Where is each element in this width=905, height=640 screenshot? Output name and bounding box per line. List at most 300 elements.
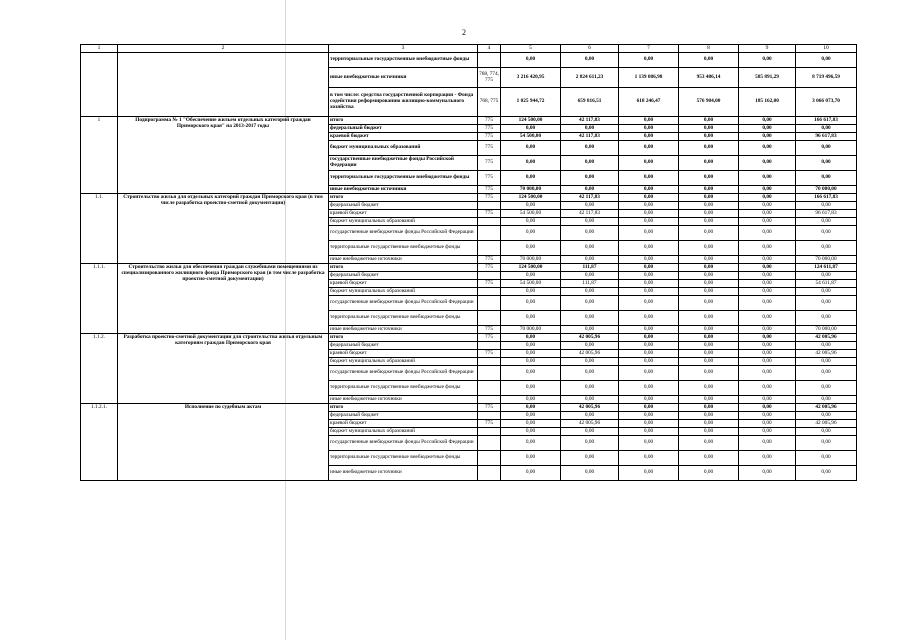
amount-cell: 953 486,14	[679, 68, 739, 88]
amount-cell: 0,00	[501, 156, 561, 171]
amount-cell: 0,00	[501, 296, 561, 311]
page-number: 2	[462, 28, 466, 37]
budget-code-cell	[478, 272, 501, 280]
amount-cell: 54 500,00	[501, 133, 561, 141]
funding-source-cell: краевой бюджет	[329, 133, 478, 141]
funding-source-cell: иные внебюджетные источники	[329, 396, 478, 404]
amount-cell: 0,00	[796, 342, 857, 350]
amount-cell: 0,00	[679, 404, 739, 412]
amount-cell: 0,00	[561, 156, 619, 171]
amount-cell: 0,00	[739, 288, 796, 296]
amount-cell: 0,00	[679, 117, 739, 125]
funding-source-cell: государственные внебюджетные фонды Российской Федерации	[329, 156, 478, 171]
amount-cell: 0,00	[619, 125, 679, 133]
amount-cell: 42 005,96	[796, 404, 857, 412]
budget-code-cell	[478, 53, 501, 68]
budget-code-cell: 775	[478, 194, 501, 202]
funding-source-cell: федеральный бюджет	[329, 125, 478, 133]
amount-cell: 124 500,00	[501, 117, 561, 125]
funding-source-cell: бюджет муниципальных образований	[329, 288, 478, 296]
item-index-cell: 1	[81, 117, 118, 194]
amount-cell: 42 005,96	[561, 350, 619, 358]
budget-code-cell	[478, 412, 501, 420]
funding-source-cell: итого	[329, 264, 478, 272]
item-name-cell: Строительство жилья для отдельных категорий граждан Приморского края (в том числе разработка проектно-сметной документации)	[118, 194, 329, 264]
column-number-cell: 3	[329, 45, 478, 53]
budget-table	[80, 44, 857, 481]
amount-cell: 585 891,29	[739, 68, 796, 88]
budget-code-cell	[478, 428, 501, 436]
table-row	[81, 404, 857, 412]
amount-cell: 70 000,00	[501, 326, 561, 334]
amount-cell: 0,00	[619, 404, 679, 412]
amount-cell: 0,00	[796, 156, 857, 171]
table-row	[81, 194, 857, 202]
amount-cell: 0,00	[739, 202, 796, 210]
amount-cell: 0,00	[619, 156, 679, 171]
amount-cell: 0,00	[739, 296, 796, 311]
item-index-cell: 1.1.	[81, 194, 118, 264]
amount-cell: 0,00	[501, 125, 561, 133]
amount-cell: 185 162,00	[739, 88, 796, 117]
funding-source-cell: территориальные государственные внебюджетные фонды	[329, 311, 478, 326]
budget-code-cell	[478, 311, 501, 326]
amount-cell: 0,00	[501, 396, 561, 404]
funding-source-cell: итого	[329, 404, 478, 412]
column-number-cell: 7	[619, 45, 679, 53]
funding-source-cell: территориальные государственные внебюджетные фонды	[329, 241, 478, 256]
budget-code-cell: 775	[478, 334, 501, 342]
amount-cell: 0,00	[796, 296, 857, 311]
amount-cell: 0,00	[501, 350, 561, 358]
amount-cell: 0,00	[679, 366, 739, 381]
amount-cell: 0,00	[501, 366, 561, 381]
amount-cell: 2 824 611,23	[561, 68, 619, 88]
amount-cell: 0,00	[739, 210, 796, 218]
amount-cell: 0,00	[796, 311, 857, 326]
amount-cell: 0,00	[619, 358, 679, 366]
funding-source-cell: иные внебюджетные источники	[329, 256, 478, 264]
amount-cell: 0,00	[796, 396, 857, 404]
amount-cell: 0,00	[561, 171, 619, 186]
amount-cell: 0,00	[619, 466, 679, 481]
budget-code-cell: 775	[478, 280, 501, 288]
budget-code-cell: 775	[478, 156, 501, 171]
funding-source-cell: федеральный бюджет	[329, 272, 478, 280]
amount-cell: 54 500,00	[501, 210, 561, 218]
amount-cell: 0,00	[679, 358, 739, 366]
amount-cell: 0,00	[739, 358, 796, 366]
funding-source-cell: иные внебюджетные источники	[329, 326, 478, 334]
amount-cell: 0,00	[561, 311, 619, 326]
amount-cell: 0,00	[739, 226, 796, 241]
amount-cell: 0,00	[619, 218, 679, 226]
amount-cell: 0,00	[501, 53, 561, 68]
amount-cell: 0,00	[739, 156, 796, 171]
amount-cell: 1 139 086,98	[619, 68, 679, 88]
amount-cell: 0,00	[739, 218, 796, 226]
budget-code-cell	[478, 226, 501, 241]
funding-source-cell: федеральный бюджет	[329, 342, 478, 350]
amount-cell: 0,00	[679, 171, 739, 186]
budget-code-cell: 775	[478, 133, 501, 141]
amount-cell: 0,00	[619, 117, 679, 125]
budget-code-cell: 775	[478, 264, 501, 272]
amount-cell: 42 117,83	[561, 194, 619, 202]
amount-cell: 0,00	[561, 358, 619, 366]
amount-cell: 0,00	[739, 256, 796, 264]
funding-source-cell: иные внебюджетные источники	[329, 186, 478, 194]
budget-code-cell	[478, 366, 501, 381]
budget-code-cell	[478, 342, 501, 350]
amount-cell: 0,00	[796, 451, 857, 466]
amount-cell: 0,00	[501, 428, 561, 436]
funding-source-cell: государственные внебюджетные фонды Российской Федерации	[329, 366, 478, 381]
budget-code-cell: 768, 774, 775	[478, 68, 501, 88]
column-number-row	[81, 45, 857, 53]
amount-cell: 0,00	[501, 436, 561, 451]
amount-cell: 0,00	[739, 466, 796, 481]
funding-source-cell: итого	[329, 117, 478, 125]
funding-source-cell: иные внебюджетные источники	[329, 68, 478, 88]
column-number-cell: 6	[561, 45, 619, 53]
amount-cell: 0,00	[501, 466, 561, 481]
amount-cell: 0,00	[739, 53, 796, 68]
amount-cell: 0,00	[739, 428, 796, 436]
amount-cell: 42 005,96	[561, 420, 619, 428]
amount-cell: 70 000,00	[501, 256, 561, 264]
amount-cell: 0,00	[501, 342, 561, 350]
amount-cell: 0,00	[561, 366, 619, 381]
amount-cell: 0,00	[561, 342, 619, 350]
funding-source-cell: краевой бюджет	[329, 210, 478, 218]
amount-cell: 0,00	[501, 272, 561, 280]
amount-cell: 0,00	[739, 272, 796, 280]
amount-cell: 0,00	[561, 296, 619, 311]
budget-code-cell: 775	[478, 350, 501, 358]
amount-cell: 96 617,83	[796, 210, 857, 218]
budget-code-cell	[478, 466, 501, 481]
amount-cell: 0,00	[619, 272, 679, 280]
budget-code-cell	[478, 358, 501, 366]
amount-cell: 0,00	[619, 326, 679, 334]
amount-cell: 576 904,00	[679, 88, 739, 117]
amount-cell: 0,00	[679, 264, 739, 272]
item-index-cell: 1.1.2.1.	[81, 404, 118, 481]
amount-cell: 0,00	[796, 202, 857, 210]
budget-code-cell: 775	[478, 186, 501, 194]
funding-source-cell: бюджет муниципальных образований	[329, 141, 478, 156]
budget-code-cell: 775	[478, 117, 501, 125]
amount-cell: 0,00	[739, 125, 796, 133]
amount-cell: 0,00	[679, 156, 739, 171]
amount-cell: 0,00	[561, 412, 619, 420]
funding-source-cell: государственные внебюджетные фонды Российской Федерации	[329, 226, 478, 241]
amount-cell: 0,00	[561, 218, 619, 226]
amount-cell: 0,00	[561, 288, 619, 296]
amount-cell: 0,00	[739, 311, 796, 326]
amount-cell: 0,00	[796, 241, 857, 256]
amount-cell: 0,00	[739, 141, 796, 156]
amount-cell: 0,00	[739, 334, 796, 342]
amount-cell: 0,00	[796, 226, 857, 241]
column-number-cell: 8	[679, 45, 739, 53]
budget-code-cell: 775	[478, 404, 501, 412]
budget-code-cell: 775	[478, 171, 501, 186]
amount-cell: 124 500,00	[501, 194, 561, 202]
amount-cell: 0,00	[679, 311, 739, 326]
funding-source-cell: федеральный бюджет	[329, 412, 478, 420]
amount-cell: 124 611,87	[796, 264, 857, 272]
amount-cell: 0,00	[739, 186, 796, 194]
amount-cell: 0,00	[501, 420, 561, 428]
amount-cell: 0,00	[679, 241, 739, 256]
amount-cell: 70 000,00	[501, 186, 561, 194]
funding-source-cell: федеральный бюджет	[329, 202, 478, 210]
amount-cell: 0,00	[739, 326, 796, 334]
budget-table-body	[81, 45, 857, 481]
amount-cell: 0,00	[796, 218, 857, 226]
amount-cell: 0,00	[796, 141, 857, 156]
amount-cell: 0,00	[796, 466, 857, 481]
amount-cell: 0,00	[796, 53, 857, 68]
amount-cell: 0,00	[796, 171, 857, 186]
budget-code-cell	[478, 451, 501, 466]
budget-code-cell: 775	[478, 141, 501, 156]
item-name-cell: Разработка проектно-сметной документации для строительства жилья отдельным категориям граждан Приморского края	[118, 334, 329, 404]
amount-cell: 0,00	[619, 420, 679, 428]
amount-cell: 0,00	[501, 288, 561, 296]
funding-source-cell: бюджет муниципальных образований	[329, 218, 478, 226]
item-name-cell	[118, 53, 329, 117]
amount-cell: 0,00	[619, 396, 679, 404]
funding-source-cell: территориальные государственные внебюджетные фонды	[329, 381, 478, 396]
amount-cell: 0,00	[619, 366, 679, 381]
amount-cell: 42 005,96	[796, 350, 857, 358]
amount-cell: 0,00	[739, 436, 796, 451]
amount-cell: 0,00	[619, 381, 679, 396]
amount-cell: 0,00	[619, 53, 679, 68]
amount-cell: 0,00	[619, 264, 679, 272]
amount-cell: 0,00	[561, 396, 619, 404]
budget-code-cell: 775	[478, 256, 501, 264]
amount-cell: 0,00	[561, 436, 619, 451]
budget-code-cell: 775	[478, 420, 501, 428]
amount-cell: 0,00	[679, 202, 739, 210]
funding-source-cell: территориальные государственные внебюджетные фонды	[329, 53, 478, 68]
table-row	[81, 117, 857, 125]
amount-cell: 0,00	[619, 311, 679, 326]
funding-source-cell: бюджет муниципальных образований	[329, 358, 478, 366]
amount-cell: 0,00	[739, 264, 796, 272]
amount-cell: 0,00	[561, 326, 619, 334]
item-name-cell: Строительство жилья для обеспечения граждан служебными помещениями из специализированного жилищного фонда Приморского края (в том числе разработка проектно-сметной документации)	[118, 264, 329, 334]
amount-cell: 3 066 073,70	[796, 88, 857, 117]
amount-cell: 0,00	[796, 412, 857, 420]
amount-cell: 0,00	[501, 381, 561, 396]
amount-cell: 0,00	[619, 334, 679, 342]
amount-cell: 1 025 944,72	[501, 88, 561, 117]
amount-cell: 0,00	[679, 334, 739, 342]
amount-cell: 0,00	[619, 226, 679, 241]
amount-cell: 0,00	[501, 171, 561, 186]
amount-cell: 42 005,96	[561, 404, 619, 412]
amount-cell: 0,00	[679, 218, 739, 226]
amount-cell: 0,00	[679, 396, 739, 404]
amount-cell: 3 216 420,95	[501, 68, 561, 88]
amount-cell: 0,00	[739, 420, 796, 428]
amount-cell: 659 816,51	[561, 88, 619, 117]
budget-code-cell	[478, 202, 501, 210]
amount-cell: 0,00	[619, 202, 679, 210]
amount-cell: 0,00	[501, 404, 561, 412]
amount-cell: 0,00	[561, 466, 619, 481]
amount-cell: 0,00	[619, 428, 679, 436]
funding-source-cell: краевой бюджет	[329, 350, 478, 358]
column-number-cell: 4	[478, 45, 501, 53]
amount-cell: 0,00	[561, 272, 619, 280]
amount-cell: 0,00	[561, 256, 619, 264]
amount-cell: 0,00	[561, 202, 619, 210]
amount-cell: 0,00	[561, 141, 619, 156]
amount-cell: 0,00	[739, 194, 796, 202]
column-number-cell: 2	[118, 45, 329, 53]
amount-cell: 0,00	[619, 133, 679, 141]
amount-cell: 0,00	[679, 194, 739, 202]
budget-code-cell	[478, 218, 501, 226]
amount-cell: 0,00	[739, 350, 796, 358]
amount-cell: 0,00	[679, 141, 739, 156]
table-row	[81, 264, 857, 272]
budget-code-cell: 775	[478, 210, 501, 218]
amount-cell: 0,00	[679, 342, 739, 350]
amount-cell: 42 005,96	[796, 420, 857, 428]
amount-cell: 0,00	[561, 125, 619, 133]
amount-cell: 0,00	[501, 218, 561, 226]
amount-cell: 0,00	[679, 210, 739, 218]
amount-cell: 0,00	[739, 396, 796, 404]
amount-cell: 0,00	[679, 133, 739, 141]
budget-code-cell: 775	[478, 125, 501, 133]
amount-cell: 0,00	[501, 334, 561, 342]
amount-cell: 0,00	[619, 141, 679, 156]
amount-cell: 111,87	[561, 280, 619, 288]
amount-cell: 54 500,00	[501, 280, 561, 288]
amount-cell: 0,00	[501, 358, 561, 366]
funding-source-cell: краевой бюджет	[329, 280, 478, 288]
item-index-cell: 1.1.2.	[81, 334, 118, 404]
column-number-cell: 9	[739, 45, 796, 53]
amount-cell: 0,00	[679, 226, 739, 241]
item-index-cell: 1.1.1.	[81, 264, 118, 334]
amount-cell: 0,00	[619, 296, 679, 311]
amount-cell: 0,00	[619, 451, 679, 466]
amount-cell: 0,00	[679, 350, 739, 358]
amount-cell: 70 000,00	[796, 256, 857, 264]
amount-cell: 0,00	[619, 342, 679, 350]
amount-cell: 70 000,00	[796, 326, 857, 334]
amount-cell: 42 005,96	[796, 334, 857, 342]
amount-cell: 0,00	[739, 117, 796, 125]
budget-code-cell	[478, 241, 501, 256]
amount-cell: 166 617,83	[796, 117, 857, 125]
amount-cell: 0,00	[679, 296, 739, 311]
budget-code-cell	[478, 381, 501, 396]
item-name-cell: Подпрограмма № 1 "Обеспечение жильем отдельных категорий граждан Приморского края" на 2013-2017 годы	[118, 117, 329, 194]
amount-cell: 0,00	[679, 412, 739, 420]
funding-source-cell: итого	[329, 334, 478, 342]
budget-code-cell	[478, 436, 501, 451]
amount-cell: 111,87	[561, 264, 619, 272]
funding-source-cell: государственные внебюджетные фонды Российской Федерации	[329, 296, 478, 311]
amount-cell: 0,00	[619, 288, 679, 296]
amount-cell: 0,00	[501, 202, 561, 210]
amount-cell: 42 117,83	[561, 133, 619, 141]
amount-cell: 0,00	[619, 280, 679, 288]
amount-cell: 0,00	[679, 186, 739, 194]
funding-source-cell: краевой бюджет	[329, 420, 478, 428]
funding-source-cell: итого	[329, 194, 478, 202]
amount-cell: 0,00	[739, 381, 796, 396]
table-row	[81, 334, 857, 342]
amount-cell: 0,00	[619, 436, 679, 451]
funding-source-cell: бюджет муниципальных образований	[329, 428, 478, 436]
amount-cell: 0,00	[739, 280, 796, 288]
amount-cell: 0,00	[619, 256, 679, 264]
amount-cell: 0,00	[679, 451, 739, 466]
column-number-cell: 5	[501, 45, 561, 53]
amount-cell: 0,00	[561, 381, 619, 396]
amount-cell: 0,00	[679, 466, 739, 481]
amount-cell: 166 617,83	[796, 194, 857, 202]
amount-cell: 0,00	[619, 194, 679, 202]
amount-cell: 0,00	[679, 436, 739, 451]
budget-code-cell: 768, 775	[478, 88, 501, 117]
column-number-cell: 1	[81, 45, 118, 53]
budget-code-cell	[478, 396, 501, 404]
amount-cell: 0,00	[679, 125, 739, 133]
amount-cell: 0,00	[796, 366, 857, 381]
amount-cell: 70 000,00	[796, 186, 857, 194]
amount-cell: 0,00	[561, 53, 619, 68]
amount-cell: 0,00	[739, 412, 796, 420]
amount-cell: 96 617,83	[796, 133, 857, 141]
funding-source-cell: иные внебюджетные источники	[329, 466, 478, 481]
amount-cell: 0,00	[739, 451, 796, 466]
amount-cell: 54 611,87	[796, 280, 857, 288]
amount-cell: 42 117,83	[561, 117, 619, 125]
amount-cell: 0,00	[501, 311, 561, 326]
budget-code-cell	[478, 296, 501, 311]
amount-cell: 0,00	[679, 272, 739, 280]
table-row	[81, 53, 857, 68]
amount-cell: 0,00	[679, 420, 739, 428]
amount-cell: 0,00	[619, 186, 679, 194]
amount-cell: 0,00	[796, 358, 857, 366]
amount-cell: 8 719 496,59	[796, 68, 857, 88]
amount-cell: 0,00	[796, 272, 857, 280]
amount-cell: 0,00	[561, 186, 619, 194]
amount-cell: 0,00	[619, 241, 679, 256]
amount-cell: 0,00	[739, 171, 796, 186]
amount-cell: 0,00	[561, 428, 619, 436]
amount-cell: 0,00	[679, 381, 739, 396]
amount-cell: 0,00	[679, 326, 739, 334]
amount-cell: 0,00	[739, 366, 796, 381]
amount-cell: 618 246,47	[619, 88, 679, 117]
amount-cell: 0,00	[501, 451, 561, 466]
column-number-cell: 10	[796, 45, 857, 53]
